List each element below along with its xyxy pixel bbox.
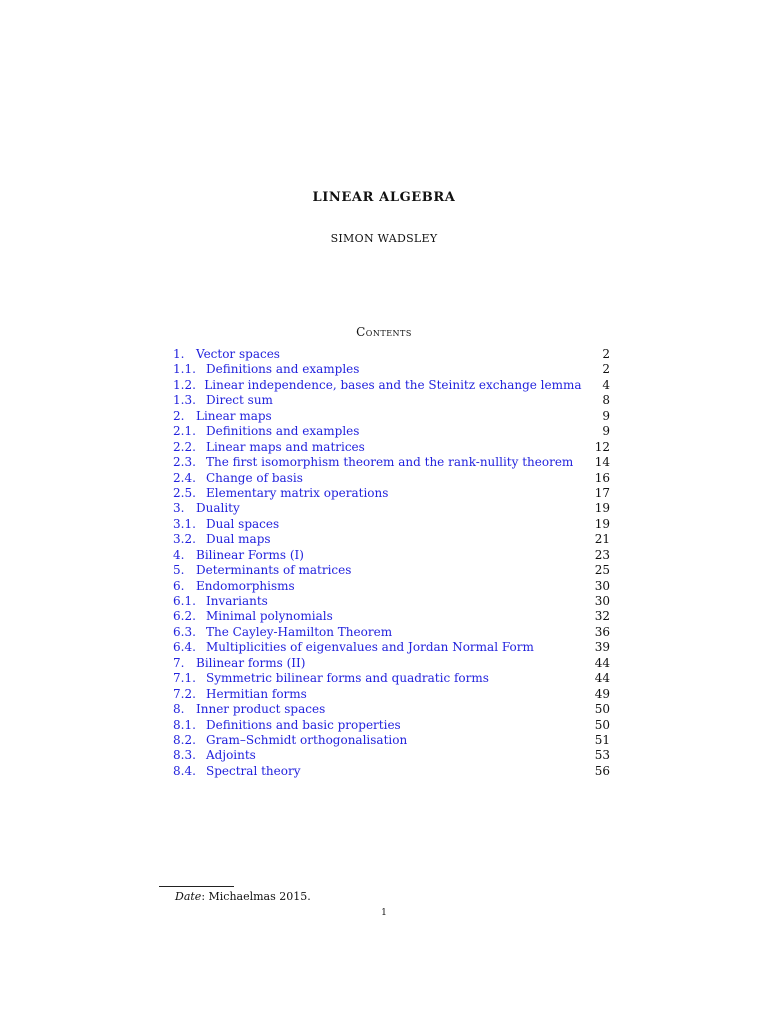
toc-entry[interactable] <box>173 409 610 424</box>
toc-entry[interactable] <box>173 625 610 640</box>
toc-entry[interactable] <box>173 594 610 609</box>
toc-entry-number[interactable]: 2.3. <box>173 455 196 470</box>
toc-entry-number[interactable]: 8.4. <box>173 763 196 778</box>
toc-entry-link[interactable]: Dual maps <box>206 532 271 547</box>
toc-entry[interactable] <box>173 486 610 501</box>
toc-entry[interactable] <box>173 764 610 779</box>
toc-entry-number[interactable]: 5. <box>173 563 185 578</box>
toc-entry[interactable] <box>173 671 610 686</box>
toc-entry-link[interactable]: Adjoints <box>206 748 256 763</box>
toc-entry-page: 2 <box>602 362 610 377</box>
toc-entry[interactable] <box>173 393 610 408</box>
toc-entry-number[interactable]: 8.2. <box>173 732 196 747</box>
toc-entry-link[interactable]: Multiplicities of eigenvalues and Jordan Normal Form <box>206 640 534 655</box>
toc-entry-number[interactable]: 3.1. <box>173 516 196 531</box>
toc-entry-link[interactable]: Linear maps and matrices <box>206 439 365 454</box>
toc-entry-number[interactable]: 7.1. <box>173 671 196 686</box>
toc-entry-link[interactable]: Bilinear forms (II) <box>196 655 306 670</box>
toc-entry-link[interactable]: Spectral theory <box>206 763 301 778</box>
toc-entry[interactable] <box>173 563 610 578</box>
toc-entry-page: 9 <box>602 408 610 423</box>
toc-entry-number[interactable]: 2.4. <box>173 470 196 485</box>
toc-entry-link[interactable]: Vector spaces <box>196 347 280 361</box>
toc-entry-link[interactable]: Elementary matrix operations <box>206 485 389 500</box>
toc-entry-number[interactable]: 8.1. <box>173 717 196 732</box>
toc-entry-page: 17 <box>594 485 610 500</box>
toc-entry-number[interactable]: 7. <box>173 655 185 670</box>
toc-entry-link[interactable]: Endomorphisms <box>196 578 295 593</box>
footnote <box>175 890 311 903</box>
toc-entry-number[interactable]: 2. <box>173 408 185 423</box>
toc-entry[interactable] <box>173 347 610 362</box>
toc-entry-page: 9 <box>602 424 610 439</box>
toc-entry-page: 19 <box>594 516 610 531</box>
toc-entry-number[interactable]: 6.2. <box>173 609 196 624</box>
toc-entry[interactable] <box>173 687 610 702</box>
toc-entry-page: 21 <box>594 532 610 547</box>
toc-entry-number[interactable]: 6.3. <box>173 624 196 639</box>
toc-entry-link[interactable]: Invariants <box>206 594 268 608</box>
toc-entry-number[interactable]: 8.3. <box>173 748 196 763</box>
toc-entry[interactable] <box>173 424 610 439</box>
toc-entry[interactable] <box>173 517 610 532</box>
toc-entry-page: 19 <box>594 501 610 516</box>
toc-entry-link[interactable]: The first isomorphism theorem and the rank-nullity theorem <box>206 455 574 470</box>
page-number: 1 <box>381 908 387 918</box>
toc-entry[interactable] <box>173 718 610 733</box>
toc-entry-link[interactable]: Symmetric bilinear forms and quadratic forms <box>206 671 489 686</box>
toc-entry-page: 53 <box>594 748 610 763</box>
toc-entry-page: 51 <box>594 732 610 747</box>
toc-entry[interactable] <box>173 532 610 547</box>
toc-entry-link[interactable]: Dual spaces <box>206 516 280 531</box>
toc-entry-number[interactable]: 6.1. <box>173 594 196 608</box>
toc-entry-link[interactable]: Hermitian forms <box>206 686 307 701</box>
toc-entry[interactable] <box>173 455 610 470</box>
toc-entry[interactable] <box>173 548 610 563</box>
toc-entry-link[interactable]: Definitions and examples <box>206 362 360 377</box>
toc-entry-link[interactable]: The Cayley-Hamilton Theorem <box>206 624 393 639</box>
toc-entry-page: 30 <box>594 578 610 593</box>
footnote-label: Date <box>175 890 202 903</box>
toc-entry-page: 50 <box>594 717 610 732</box>
toc-entry[interactable] <box>173 378 610 393</box>
document-author: SIMON WADSLEY <box>330 232 438 245</box>
toc-entry-number[interactable]: 6. <box>173 578 185 593</box>
toc-entry-link[interactable]: Bilinear Forms (I) <box>196 547 304 562</box>
toc-entry-page: 8 <box>602 393 610 408</box>
toc-entry-number[interactable]: 1.2. <box>173 377 196 392</box>
toc-entry-link[interactable]: Inner product spaces <box>196 702 326 717</box>
toc-entry-link[interactable]: Minimal polynomials <box>206 609 333 624</box>
toc-entry-page: 32 <box>594 609 610 624</box>
toc-entry[interactable] <box>173 733 610 748</box>
footnote-text: : Michaelmas 2015. <box>201 890 311 903</box>
toc-entry-page: 36 <box>594 624 610 639</box>
toc-entry-link[interactable]: Linear maps <box>196 408 272 423</box>
toc-entry[interactable] <box>173 702 610 717</box>
toc-entry-page: 50 <box>594 702 610 717</box>
toc-entry-page: 25 <box>594 563 610 578</box>
toc-entry-page: 30 <box>594 594 610 608</box>
toc-entry-page: 4 <box>602 377 610 392</box>
toc-entry-link[interactable]: Direct sum <box>206 393 273 408</box>
toc-entry-number[interactable]: 2.2. <box>173 439 196 454</box>
document-title: LINEAR ALGEBRA <box>312 190 456 205</box>
toc-entry[interactable] <box>173 362 610 377</box>
toc-entry-link[interactable]: Definitions and examples <box>206 424 360 439</box>
toc-entry-page: 44 <box>594 655 610 670</box>
toc-entry-page: 44 <box>594 671 610 686</box>
toc-entry-number[interactable]: 6.4. <box>173 640 196 655</box>
table-of-contents <box>173 347 610 779</box>
toc-entry-page: 23 <box>594 547 610 562</box>
toc-entry-page: 14 <box>594 455 610 470</box>
toc-entry[interactable] <box>173 471 610 486</box>
toc-entry[interactable] <box>173 609 610 624</box>
toc-entry-page: 2 <box>602 347 610 361</box>
toc-entry[interactable] <box>173 501 610 516</box>
toc-entry-link[interactable]: Duality <box>196 501 240 516</box>
toc-entry-link[interactable]: Linear independence, bases and the Steinitz exchange lemma <box>204 377 582 392</box>
toc-entry-page: 39 <box>594 640 610 655</box>
toc-entry-page: 49 <box>594 686 610 701</box>
toc-entry-number[interactable]: 2.5. <box>173 485 196 500</box>
toc-entry-page: 16 <box>594 470 610 485</box>
toc-entry-number[interactable]: 1.1. <box>173 362 196 377</box>
toc-entry[interactable] <box>173 440 610 455</box>
toc-entry-number[interactable]: 2.1. <box>173 424 196 439</box>
toc-entry-link[interactable]: Gram–Schmidt orthogonalisation <box>206 732 408 747</box>
toc-entry-number[interactable]: 1. <box>173 347 185 361</box>
toc-entry-link[interactable]: Definitions and basic properties <box>206 717 401 732</box>
toc-entry-link[interactable]: Determinants of matrices <box>196 563 352 578</box>
toc-entry[interactable] <box>173 640 610 655</box>
toc-entry-number[interactable]: 3.2. <box>173 532 196 547</box>
contents-heading: Contents <box>356 325 412 339</box>
toc-entry[interactable] <box>173 579 610 594</box>
toc-entry-page: 12 <box>594 439 610 454</box>
toc-entry-number[interactable]: 3. <box>173 501 185 516</box>
toc-entry-link[interactable]: Change of basis <box>206 470 303 485</box>
toc-entry-page: 56 <box>594 763 610 778</box>
toc-entry-number[interactable]: 4. <box>173 547 185 562</box>
toc-entry-number[interactable]: 7.2. <box>173 686 196 701</box>
toc-entry[interactable] <box>173 656 610 671</box>
toc-entry-number[interactable]: 8. <box>173 702 185 717</box>
toc-entry-number[interactable]: 1.3. <box>173 393 196 408</box>
footnote-rule <box>159 886 234 887</box>
toc-entry[interactable] <box>173 748 610 763</box>
